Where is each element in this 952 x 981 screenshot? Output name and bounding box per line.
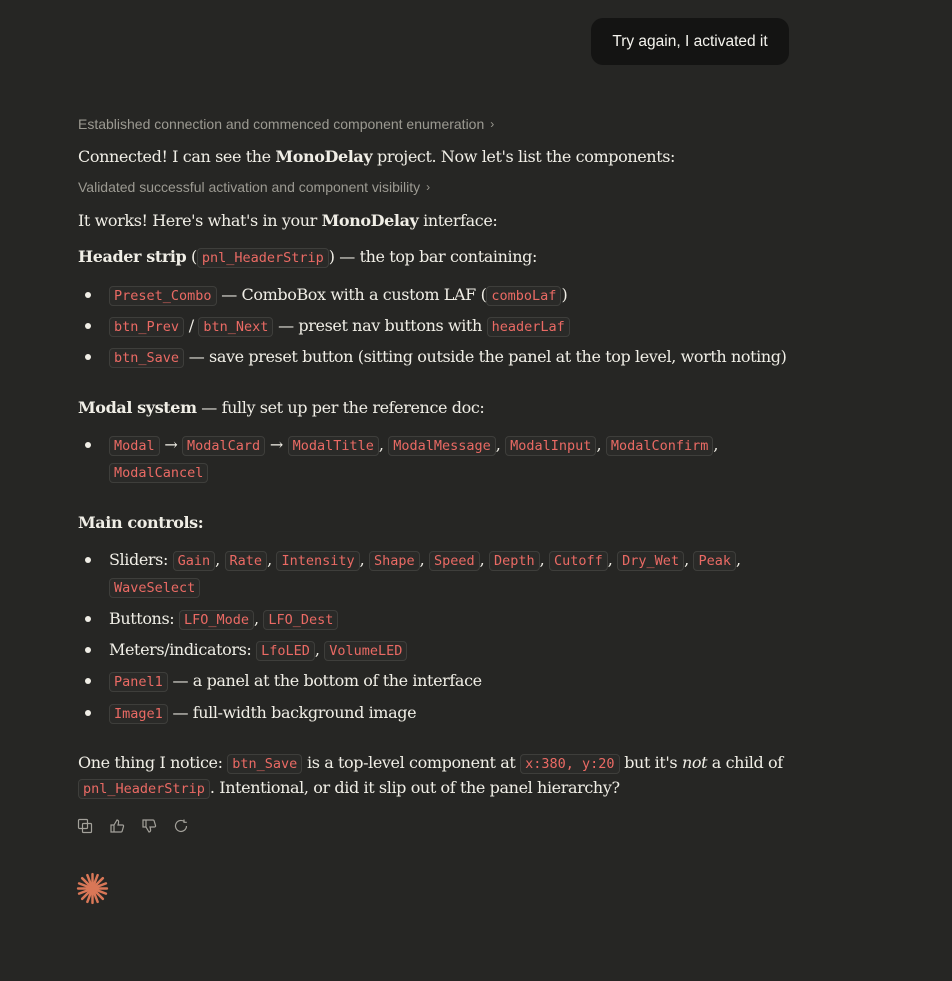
closing-paragraph-cont: pnl_HeaderStrip . Intentional, or did it slip out of the panel hierarchy?	[78, 775, 620, 802]
bullet	[85, 710, 91, 716]
chevron-right-icon: ›	[490, 117, 495, 131]
list-item: btn_Prev / btn_Next — preset nav buttons with headerLaf	[109, 313, 570, 340]
chevron-right-icon: ›	[426, 180, 431, 194]
bullet	[85, 442, 91, 448]
list-item-cont: WaveSelect	[109, 574, 200, 601]
list-item-buttons: Buttons: LFO_Mode , LFO_Dest	[109, 606, 338, 633]
list-item-meters: Meters/indicators: LfoLED , VolumeLED	[109, 637, 407, 664]
closing-paragraph: One thing I notice: btn_Save is a top-level component at x:380, y:20 but it's not a child of	[78, 753, 783, 772]
message-actions	[77, 818, 189, 834]
bullet	[85, 647, 91, 653]
header-strip-heading: Header strip ( pnl_HeaderStrip ) — the top bar containing:	[78, 247, 537, 266]
bullet	[85, 354, 91, 360]
list-item: Preset_Combo — ComboBox with a custom LAF ( comboLaf )	[109, 282, 567, 309]
user-message: Try again, I activated it	[591, 18, 789, 65]
copy-icon[interactable]	[77, 818, 93, 834]
thumbs-down-icon[interactable]	[141, 818, 157, 834]
bullet	[85, 323, 91, 329]
thought-summary-1[interactable]	[78, 116, 494, 132]
claude-spark-icon	[76, 872, 109, 909]
modal-system-heading: Modal system — fully set up per the reference doc:	[78, 398, 485, 417]
thought-label: Established connection and commenced component enumeration	[78, 116, 485, 132]
bullet	[85, 678, 91, 684]
thought-summary-2[interactable]	[78, 179, 430, 195]
thought-label: Validated successful activation and component visibility	[78, 179, 421, 195]
bullet	[85, 292, 91, 298]
bullet	[85, 616, 91, 622]
paragraph-it-works: It works! Here's what's in your MonoDelay interface:	[78, 211, 498, 230]
retry-icon[interactable]	[173, 818, 189, 834]
bullet	[85, 557, 91, 563]
thumbs-up-icon[interactable]	[109, 818, 125, 834]
list-item-cont: ModalCancel	[109, 459, 208, 486]
list-item: btn_Save — save preset button (sitting outside the panel at the top level, worth noting)	[109, 344, 786, 371]
list-item-panel: Panel1 — a panel at the bottom of the interface	[109, 668, 482, 695]
list-item: Modal → ModalCard → ModalTitle , ModalMessage , ModalInput , ModalConfirm ,	[109, 432, 718, 459]
paragraph-connected: Connected! I can see the MonoDelay project. Now let's list the components:	[78, 147, 676, 166]
main-controls-heading: Main controls:	[78, 513, 204, 532]
list-item-sliders: Sliders: Gain , Rate , Intensity , Shape , Speed , Depth , Cutoff , Dry_Wet , Peak ,	[109, 550, 741, 569]
list-item-image: Image1 — full-width background image	[109, 700, 416, 727]
